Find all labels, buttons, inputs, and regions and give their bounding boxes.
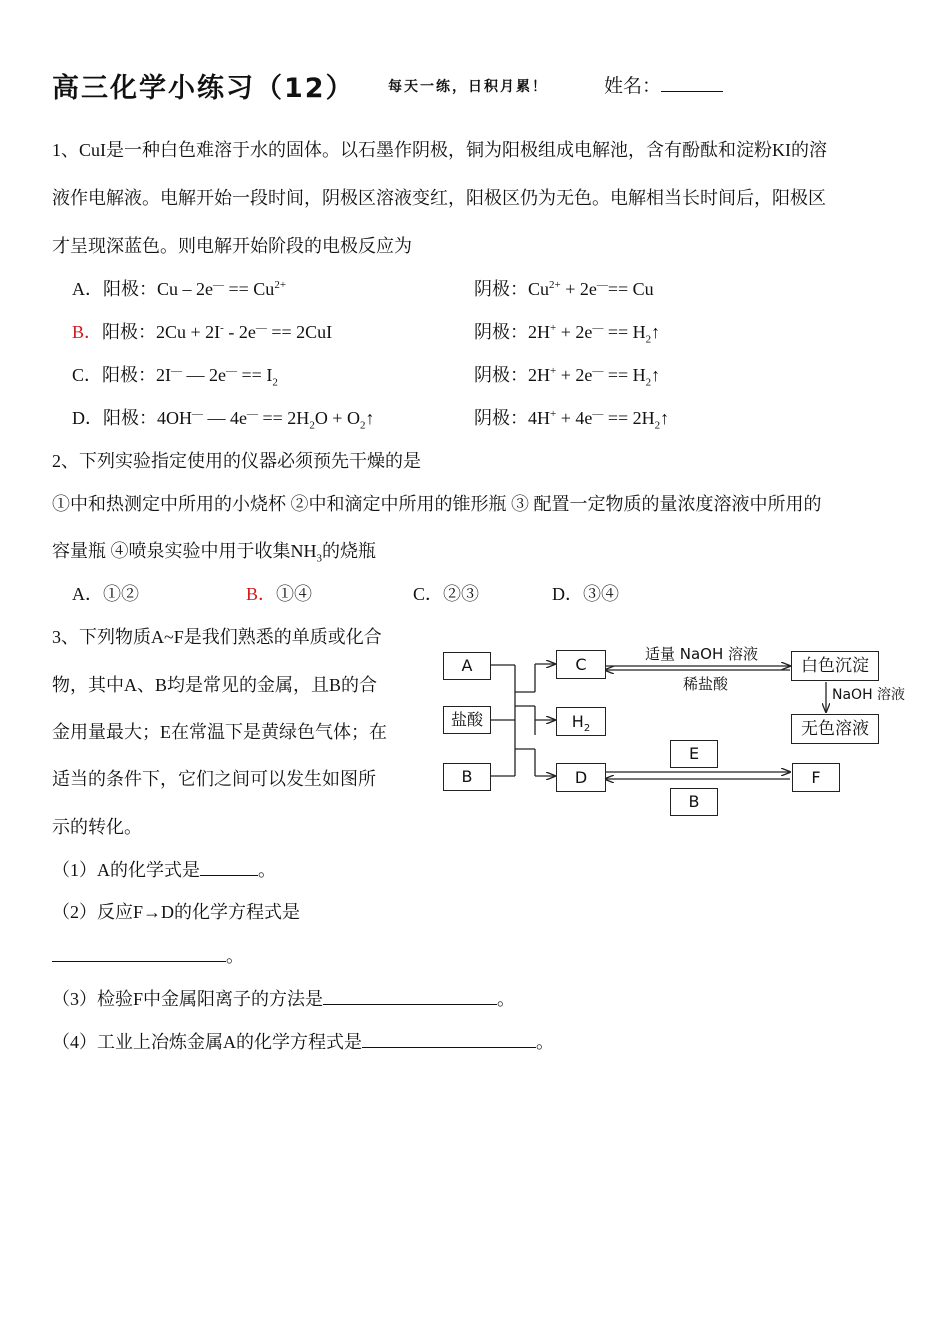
box-b: B	[443, 763, 491, 791]
box-e: E	[670, 740, 718, 768]
q2-option-c[interactable]: C．②③	[413, 584, 480, 604]
cathode-equation: $2H^+ + 2e^— == H_2↑$	[528, 322, 661, 346]
box-b-lower: B	[670, 788, 718, 816]
q3-sub-2: （2）反应F→D的化学方程式是	[52, 902, 301, 922]
anode-label: 阳极：	[102, 365, 157, 385]
name-label: 姓名：	[604, 71, 723, 98]
q1-line-2: 液作电解液。电解开始一段时间，阴极区溶液变红，阳极区仍为无色。电解相当长时间后，阳极区	[52, 188, 826, 208]
anode-equation: 2Cu + 2I- - 2e— == 2CuI	[156, 322, 333, 342]
q3-line-4: 适当的条件下，它们之间可以发生如图所	[52, 769, 376, 789]
option-letter: A．	[72, 279, 103, 299]
q2-option-b[interactable]: B．①④	[246, 584, 313, 604]
anode-equation: 4OH— — $4e^— == 2H_2O$ + $O_2↑$	[157, 408, 375, 432]
q2-stem: 2、下列实验指定使用的仪器必须预先干燥的是	[52, 451, 421, 471]
cathode-equation: $2H^+ + 2e^— == H_2↑$	[528, 365, 661, 389]
q3-sub-3: （3）检验F中金属阳离子的方法是 。	[52, 989, 516, 1009]
q3-sub-4: （4）工业上冶炼金属A的化学方程式是 。	[52, 1032, 554, 1052]
cathode-label: 阴极：	[474, 408, 528, 428]
q3-line-1: 3、下列物质A~F是我们熟悉的单质或化合	[52, 627, 382, 647]
q2-option-a[interactable]: A．①②	[72, 584, 139, 604]
cathode-equation: $Cu^{2+} + 2e^—== Cu$	[528, 279, 654, 299]
anode-equation: $Cu - 2e^— == Cu^{2+}$	[157, 279, 287, 299]
box-d: D	[556, 763, 606, 792]
cathode-equation: $4H^+ + 4e^— == 2H_2↑$	[528, 408, 670, 432]
cathode-label: 阴极：	[474, 279, 528, 299]
option-letter: B．	[72, 322, 103, 342]
anode-label: 阳极：	[102, 322, 157, 342]
label-naoh-side: NaOH 溶液	[832, 687, 906, 703]
box-c: C	[556, 650, 606, 679]
q2-line-1: ①中和热测定中所用的小烧杯 ②中和滴定中所用的锥形瓶 ③ 配置一定物质的量浓度溶液中所用的	[52, 494, 822, 514]
page-title: 高三化学小练习（12）	[52, 73, 355, 104]
q3-line-2: 物，其中A、B均是常见的金属，且B的合	[52, 675, 378, 695]
anode-label: 阳极：	[103, 408, 157, 428]
box-f: F	[792, 763, 840, 792]
option-letter: C．	[72, 365, 103, 385]
box-h2: $H_2$	[556, 707, 606, 736]
q1-line-1: 1、CuI是一种白色难溶于水的固体。以石墨作阴极，铜为阳极组成电解池，含有酚酞和淀粉KI的溶	[52, 140, 827, 160]
q3-sub-1: （1）A的化学式是 。	[52, 860, 276, 880]
box-white-precipitate: 白色沉淀	[791, 651, 879, 681]
box-a: A	[443, 652, 491, 680]
cathode-label: 阴极：	[474, 365, 528, 385]
q2-option-d[interactable]: D．③④	[552, 584, 619, 604]
option-letter: D．	[72, 408, 103, 428]
label-naoh-top: 适量 NaOH 溶液	[645, 645, 759, 663]
q3-sub-2-answer: 。	[52, 942, 244, 968]
box-hcl: 盐酸	[443, 706, 491, 734]
anode-label: 阳极：	[103, 279, 157, 299]
box-colorless-solution: 无色溶液	[791, 714, 879, 744]
cathode-label: 阴极：	[474, 322, 528, 342]
motto: 每天一练，日积月累！	[388, 79, 548, 95]
q2-line-2: 容量瓶 ④喷泉实验中用于收集$NH_3$的烧瓶	[52, 541, 376, 565]
q3-line-3: 金用量最大；E在常温下是黄绿色气体；在	[52, 722, 387, 742]
anode-equation: 2I— — $2e^— == I_2$	[156, 365, 278, 389]
label-dilute-hcl: 稀盐酸	[683, 675, 729, 693]
q1-line-3: 才呈现深蓝色。则电解开始阶段的电极反应为	[52, 236, 412, 256]
q3-line-5: 示的转化。	[52, 817, 142, 837]
